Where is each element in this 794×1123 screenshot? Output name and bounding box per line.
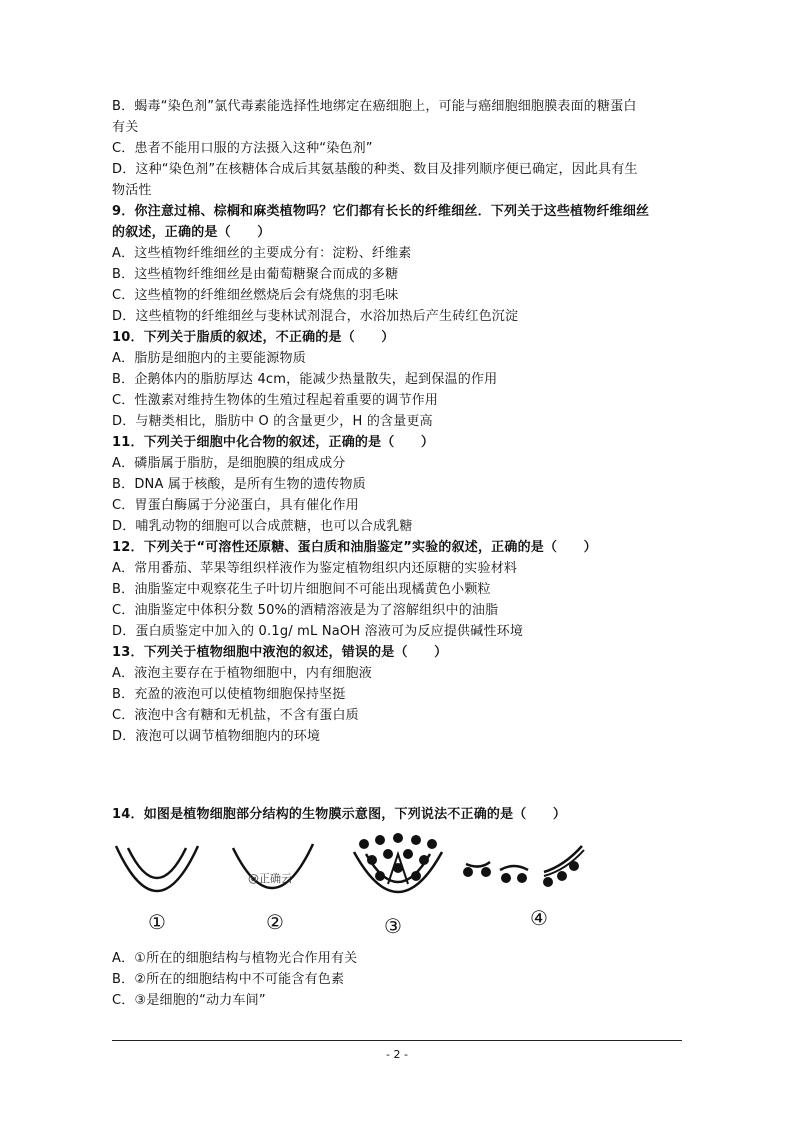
q10-option-d: D．与糖类相比，脂肪中 O 的含量更少，H 的含量更高 xyxy=(112,414,433,429)
line-1: 有关 xyxy=(112,120,139,135)
q11-option-a: A．磷脂属于脂肪，是细胞膜的组成成分 xyxy=(112,456,346,471)
question-11-stem: 11．下列关于细胞中化合物的叙述，正确的是（ ） xyxy=(112,435,435,450)
question-9-stem: 9．你注意过棉、棕榈和麻类植物吗？它们都有长长的纤维细丝．下列关于这些植物纤维细丝 xyxy=(112,204,650,219)
q12-option-d: D．蛋白质鉴定中加入的 0.1g/ mL NaOH 溶液可为反应提供碱性环境 xyxy=(112,624,524,639)
q13-option-a: A．液泡主要存在于植物细胞中，内有细胞液 xyxy=(112,666,372,681)
q13-option-b: B．充盈的液泡可以使植物细胞保持坚挺 xyxy=(112,687,346,702)
q9-option-d: D．这些植物的纤维细丝与斐林试剂混合，水浴加热后产生砖红色沉淀 xyxy=(112,309,519,324)
watermark-text: @正确云 xyxy=(248,872,292,885)
line-2: C．患者不能用口服的方法摄入这种“染色剂” xyxy=(112,141,373,156)
q10-option-c: C．性激素对维持生物体的生殖过程起着重要的调节作用 xyxy=(112,393,439,408)
figure-3-particle-membrane xyxy=(350,832,446,904)
q11-option-c: C．胃蛋白酶属于分泌蛋白，具有催化作用 xyxy=(112,498,359,513)
question-13-stem: 13．下列关于植物细胞中液泡的叙述，错误的是（ ） xyxy=(112,645,448,660)
figure-label-4: ④ xyxy=(530,906,548,930)
line-3: D．这种“染色剂”在核糖体合成后其氨基酸的种类、数目及排列顺序便已确定，因此具有生 xyxy=(112,162,638,177)
question-14-stem: 14．如图是植物细胞部分结构的生物膜示意图，下列说法不正确的是（ ） xyxy=(112,807,567,822)
question-12-stem: 12．下列关于“可溶性还原糖、蛋白质和油脂鉴定”实验的叙述，正确的是（ ） xyxy=(112,540,597,555)
figure-label-2: ② xyxy=(266,910,284,934)
question-10-stem: 10．下列关于脂质的叙述，不正确的是（ ） xyxy=(112,330,395,345)
q11-option-b: B．DNA 属于核酸，是所有生物的遗传物质 xyxy=(112,477,366,492)
q13-option-c: C．液泡中含有糖和无机盐，不含有蛋白质 xyxy=(112,708,359,723)
q9-option-c: C．这些植物的纤维细丝燃烧后会有烧焦的羽毛味 xyxy=(112,288,399,303)
q14-option-c: C．③是细胞的“动力车间” xyxy=(112,993,266,1008)
q11-option-d: D．哺乳动物的细胞可以合成蔗糖，也可以合成乳糖 xyxy=(112,519,413,534)
q12-option-c: C．油脂鉴定中体积分数 50%的酒精溶液是为了溶解组织中的油脂 xyxy=(112,603,499,618)
q14-option-b: B．②所在的细胞结构中不可能含有色素 xyxy=(112,972,345,987)
q9-option-b: B．这些植物纤维细丝是由葡萄糖聚合而成的多糖 xyxy=(112,267,399,282)
question-9-stem-cont: 的叙述，正确的是（ ） xyxy=(112,225,271,240)
q10-option-b: B．企鹅体内的脂肪厚达 4cm，能减少热量散失，起到保温的作用 xyxy=(112,372,498,387)
footer-divider xyxy=(112,1040,682,1041)
q14-option-a: A．①所在的细胞结构与植物光合作用有关 xyxy=(112,951,358,966)
figure-label-1: ① xyxy=(148,910,166,934)
figure-1-double-membrane xyxy=(112,836,202,896)
figure-2-single-membrane xyxy=(230,838,316,898)
page-number: - 2 - xyxy=(386,1048,408,1061)
membrane-figure xyxy=(112,836,592,946)
q12-option-b: B．油脂鉴定中观察花生子叶切片细胞间不可能出现橘黄色小颗粒 xyxy=(112,582,491,597)
q12-option-a: A．常用番茄、苹果等组织样液作为鉴定植物组织内还原糖的实验材料 xyxy=(112,561,518,576)
figure-label-3: ③ xyxy=(384,914,402,938)
q10-option-a: A．脂肪是细胞内的主要能源物质 xyxy=(112,351,306,366)
q9-option-a: A．这些植物纤维细丝的主要成分有：淀粉、纤维素 xyxy=(112,246,412,261)
figure-4-fragmented-membrane xyxy=(460,840,590,890)
q13-option-d: D．液泡可以调节植物细胞内的环境 xyxy=(112,729,321,744)
line-0: B．蝎毒“染色剂”氯代毒素能选择性地绑定在癌细胞上，可能与癌细胞细胞膜表面的糖蛋白 xyxy=(112,99,637,114)
line-4: 物活性 xyxy=(112,183,152,198)
